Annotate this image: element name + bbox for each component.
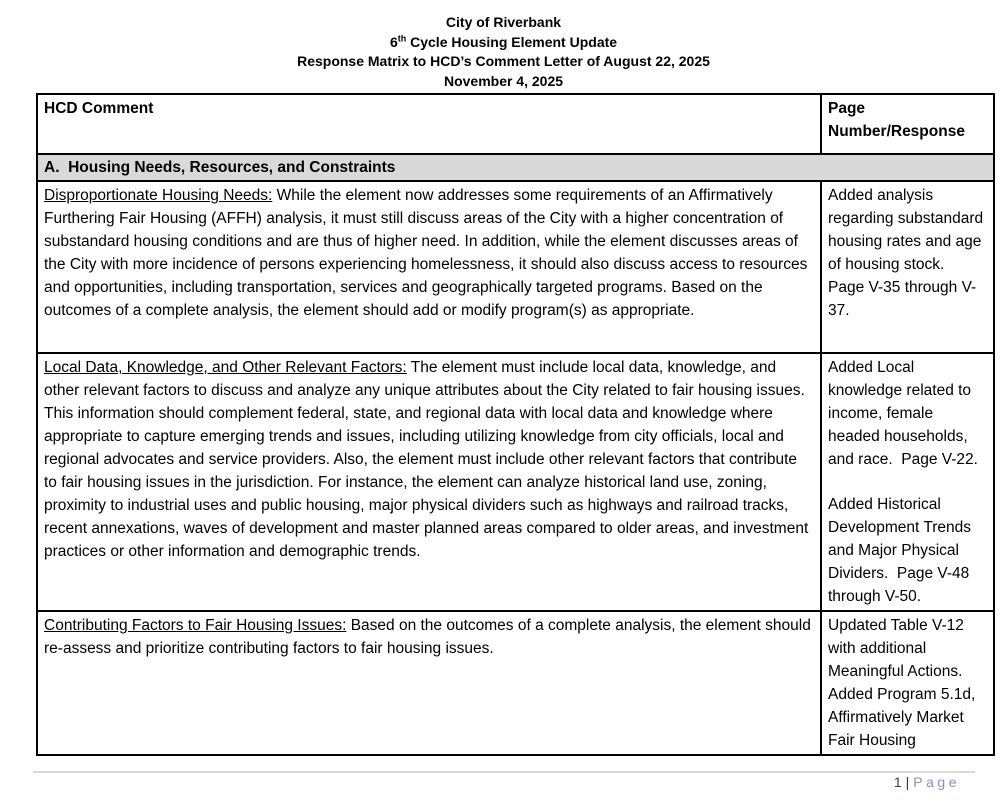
- doc-title: City of Riverbank: [445, 14, 562, 30]
- response-paragraph: Added Historical Development Trends and Major Physical Dividers. Page V-48 through V-50.: [828, 495, 976, 605]
- doc-subtitle: [0, 33, 1007, 53]
- comment-body: While the element now addresses some requirements of an Affirmatively Furthering Fair Housing (AFFH) analysis, it must still discuss areas of the City with a higher concentration of substandard housing conditions and are thus of higher need. In addition, while the element discusses areas of the City with more incidence of persons experiencing homelessness, it should also discuss access to resources and opportunities, including transportation, services and geographically targeted programs. Based on the outcomes of a complete analysis, the element should add or modify program(s) as appropriate.: [44, 187, 812, 319]
- table-row: [37, 181, 994, 353]
- comment-body: Based on the outcomes of a complete analysis, the element should re-assess and prioritize contributing factors to fair housing issues.: [44, 616, 816, 657]
- footer-page-number: 1: [893, 774, 902, 790]
- footer-page-label: Page: [913, 774, 960, 790]
- response-cell: [821, 353, 994, 611]
- response-cell: [821, 181, 994, 353]
- column-header-page-number-response: Page Number/Response: [821, 94, 994, 154]
- table-row: [37, 611, 994, 755]
- comment-cell-disproportionate-housing-needs: [37, 181, 821, 353]
- page-footer: [894, 774, 960, 790]
- response-matrix-table: [36, 93, 995, 756]
- response-cell: [821, 611, 994, 755]
- doc-subtitle-ordinal: th: [397, 32, 407, 43]
- doc-response-matrix-line: Response Matrix to HCD’s Comment Letter of August 22, 2025: [297, 53, 710, 69]
- comment-lead-underlined: Disproportionate Housing Needs:: [44, 187, 273, 204]
- doc-date: November 4, 2025: [443, 72, 564, 89]
- table-row: [37, 353, 994, 611]
- doc-subtitle-rest: Cycle Housing Element Update: [406, 33, 618, 50]
- response-paragraph: Added analysis regarding substandard housing rates and age of housing stock. Page V-35 through V-37.: [828, 187, 988, 319]
- section-header-label: A. Housing Needs, Resources, and Constraints: [37, 154, 994, 181]
- section-header-row: [37, 154, 994, 181]
- comment-lead-underlined: Local Data, Knowledge, and Other Relevant Factors:: [44, 359, 407, 376]
- comment-cell-contributing-factors: [37, 611, 821, 755]
- table-header-row: [37, 94, 994, 154]
- footer-divider-line: [33, 771, 975, 773]
- comment-lead-underlined: Contributing Factors to Fair Housing Issues:: [44, 616, 347, 634]
- response-paragraph: Added Local knowledge related to income, female headed households, and race. Page V-22.: [828, 359, 978, 468]
- response-paragraph: Updated Table V-12 with additional Meaningful Actions. Added Program 5.1d, Affirmatively Market Fair Housing: [828, 616, 979, 749]
- column-header-hcd-comment: HCD Comment: [37, 94, 821, 154]
- comment-cell-local-data-knowledge: [37, 353, 821, 611]
- footer-separator: |: [905, 774, 910, 790]
- doc-subtitle-number: 6: [389, 33, 398, 50]
- comment-body: The element must include local data, knowledge, and other relevant factors to discuss and analyze any unique attributes about the City related to fair housing issues. This information should complement federal, state, and regional data with local data and knowledge where appropriate to capture emerging trends and issues, including utilizing knowledge from city officials, local and regional advocates and service providers. Also, the element must include other relevant factors that contribute to fair housing issues in the jurisdiction. For instance, the element can analyze historical land use, zoning, proximity to industrial uses and public housing, major physical dividers such as highways and railroad tracks, recent annexations, waves of development and master planned areas compared to older areas, and investment practices or other information and demographic trends.: [44, 359, 813, 560]
- document-header: [0, 0, 1007, 91]
